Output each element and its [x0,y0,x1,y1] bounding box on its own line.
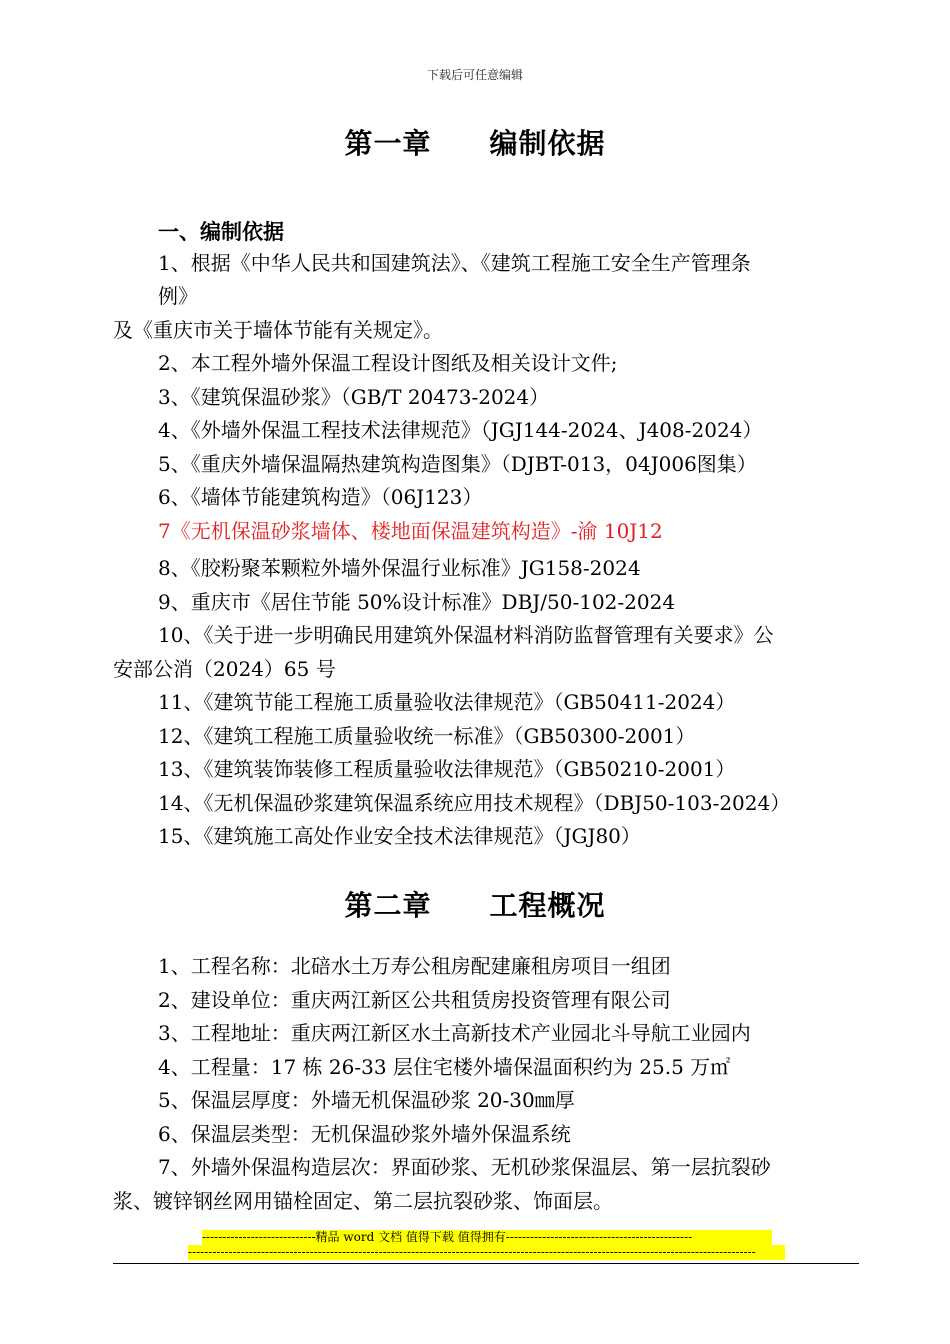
chapter-1-title: 第一章 编制依据 [344,127,606,160]
basis-item-5: 5、《重庆外墙保温隔热建筑构造图集》（DJBT-013，04J006图集） [158,452,757,476]
basis-item-2: 2、本工程外墙外保温工程设计图纸及相关设计文件; [158,351,618,375]
page-header-note: 下载后可任意编辑 [426,68,523,82]
basis-item-13: 13、《建筑装饰装修工程质量验收法律规范》（GB50210-2001） [158,757,736,781]
overview-item-3: 3、工程地址：重庆两江新区水土高新技术产业园北斗导航工业园内 [158,1021,751,1045]
basis-item-15: 15、《建筑施工高处作业安全技术法律规范》（JGJ80） [158,824,641,848]
footer-banner-dashes: -------------------------------------------------------------------------------------------------------------------------------------------- [188,1245,785,1260]
overview-item-2: 2、建设单位：重庆两江新区公共租赁房投资管理有限公司 [158,988,671,1012]
basis-item-11: 11、《建筑节能工程施工质量验收法律规范》（GB50411-2024） [158,690,736,714]
overview-item-7: 7、外墙外保温构造层次：界面砂浆、无机砂浆保温层、第一层抗裂砂 [158,1155,771,1179]
overview-item-5: 5、保温层厚度：外墙无机保温砂浆 20-30㎜厚 [158,1088,575,1112]
basis-item-14: 14、《无机保温砂浆建筑保温系统应用技术规程》（DBJ50-103-2024） [158,791,791,815]
basis-item-7: 7《无机保温砂浆墙体、楼地面保温建筑构造》-渝 10J12 [158,519,663,543]
basis-item-12: 12、《建筑工程施工质量验收统一标准》（GB50300-2001） [158,724,696,748]
basis-item-1-cont2: 及《重庆市关于墙体节能有关规定》。 [113,318,443,342]
basis-item-4: 4、《外墙外保温工程技术法律规范》（JGJ144-2024、J408-2024） [158,418,763,442]
overview-item-7-cont: 浆、镀锌钢丝网用锚栓固定、第二层抗裂砂浆、饰面层。 [113,1189,613,1213]
basis-item-6: 6、《墙体节能建筑构造》（06J123） [158,485,483,509]
basis-item-8: 8、《胶粉聚苯颗粒外墙外保温行业标准》JG158-2024 [158,556,641,580]
overview-item-4: 4、工程量：17 栋 26-33 层住宅楼外墙保温面积约为 25.5 万㎡ [158,1055,731,1079]
basis-item-10: 10、《关于进一步明确民用建筑外保温材料消防监督管理有关要求》公 [158,623,774,647]
overview-item-1: 1、工程名称：北碚水土万寿公租房配建廉租房项目一组团 [158,954,671,978]
basis-item-1-cont: 例》 [158,284,198,308]
basis-item-9: 9、重庆市《居住节能 50%设计标准》DBJ/50-102-2024 [158,590,676,614]
footer-rule [113,1263,859,1264]
overview-item-6: 6、保温层类型：无机保温砂浆外墙外保温系统 [158,1122,571,1146]
basis-item-10-cont: 安部公消（2024）65 号 [113,657,336,681]
chapter-2-title: 第二章 工程概况 [344,889,606,922]
footer-banner: ----------------------------精品 word 文档 值得下载 值得拥有---------------------------------------------- [202,1230,772,1245]
basis-item-3: 3、《建筑保温砂浆》（GB/T 20473-2024） [158,385,550,409]
section-heading: 一、编制依据 [158,220,284,244]
basis-item-1: 1、根据《中华人民共和国建筑法》、《建筑工程施工安全生产管理条 [158,251,751,275]
